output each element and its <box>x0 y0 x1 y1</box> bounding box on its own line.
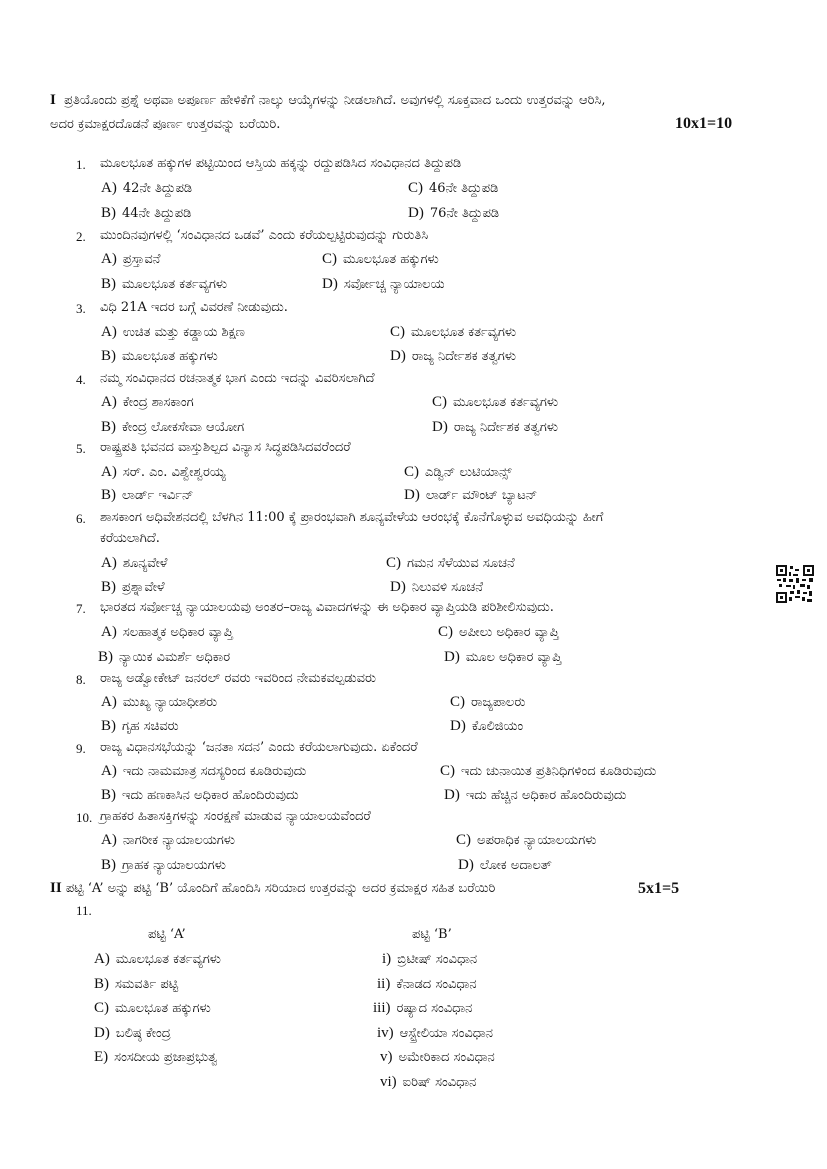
list-b-title: ಪಟ್ಟಿ ‘B’ <box>412 927 452 942</box>
question-number: 6. <box>76 511 86 526</box>
question-text: ಭಾರತದ ಸರ್ವೋಚ್ಚ ನ್ಯಾಯಾಲಯವು ಅಂತರ–ರಾಜ್ಯ ವಿವಾದಗಳನ್ನು ಈ ಅಧಿಕಾರ ವ್ಯಾಪ್ತಿಯಡಿ ಪರಿಶೀಲಿಸುವುದು. <box>100 600 554 615</box>
question-number: 9. <box>76 741 86 756</box>
question-text: ರಾಜ್ಯ ಅಡ್ವೋಕೇಟ್ ಜನರಲ್ ರವರು ಇವರಿಂದ ನೇಮಕವಲ್ಪಡುವರು <box>100 671 377 686</box>
option-c: C) ಅಪರಾಧಿಕ ನ್ಯಾಯಾಲಯಗಳು <box>456 832 597 848</box>
question-number: 7. <box>76 601 86 616</box>
question-number: 11. <box>76 903 92 918</box>
section-1-label: I <box>50 92 56 108</box>
option-c: C) ಎಡ್ವಿನ್ ಲುಟಿಯಾನ್ಸ್ <box>404 464 512 480</box>
list-b-item: ii) ಕೆನಾಡದ ಸಂವಿಧಾನ <box>377 976 477 992</box>
question-number: 5. <box>76 441 86 456</box>
option-b: B) 44ನೇ ತಿದ್ದುಪಡಿ <box>101 205 192 221</box>
option-b: B) ಮೂಲಭೂತ ಹಕ್ಕುಗಳು <box>101 348 218 364</box>
option-a: A) ಮುಖ್ಯ ನ್ಯಾಯಾಧೀಶರು <box>101 694 218 710</box>
section-2-marks: 5x1=5 <box>638 880 680 897</box>
option-c: C) ಇದು ಚುನಾಯಿತ ಪ್ರತಿನಿಧಿಗಳಿಂದ ಕೂಡಿರುವುದು <box>440 763 657 779</box>
section-1-line1: ಪ್ರತಿಯೊಂದು ಪ್ರಶ್ನೆ ಅಥವಾ ಅಪೂರ್ಣ ಹೇಳಿಕೆಗೆ ನಾಲ್ಕು ಆಯ್ಕೆಗಳನ್ನು ನೀಡಲಾಗಿದೆ. ಅವುಗಳಲ್ಲಿ ಸೂಕ್ತವಾದ ಒಂದು ಉತ್ತರವನ್ನು ಆರಿಸಿ, <box>64 93 606 108</box>
option-b: B) ಪ್ರಶ್ನಾವೇಳೆ <box>101 579 165 595</box>
option-a: A) ಪ್ರಸ್ತಾವನೆ <box>101 251 161 267</box>
option-d: D) ಲಾರ್ಡ್ ಮೌಂಟ್ ಬ್ಯಾಟನ್ <box>404 487 538 503</box>
option-c: C) ಅಪೀಲು ಅಧಿಕಾರ ವ್ಯಾಪ್ತಿ <box>438 624 559 640</box>
list-a-item: D) ಬಲಿಷ್ಠ ಕೇಂದ್ರ <box>94 1025 171 1041</box>
list-a-title: ಪಟ್ಟಿ ‘A’ <box>148 927 186 942</box>
section-1-instructions <box>50 92 605 109</box>
question-number: 1. <box>76 157 86 172</box>
list-a-item: E) ಸಂಸದೀಯ ಪ್ರಜಾಪ್ರಭುತ್ವ <box>94 1049 218 1065</box>
list-b-item: v) ಅಮೇರಿಕಾದ ಸಂವಿಧಾನ <box>380 1049 495 1065</box>
question-number: 8. <box>76 672 86 687</box>
question-text-continued: ಕರೆಯಲಾಗಿದೆ. <box>100 531 160 546</box>
option-c: C) 46ನೇ ತಿದ್ದುಪಡಿ <box>408 180 499 196</box>
list-b-item: iv) ಆಸ್ಟ್ರೇಲಿಯಾ ಸಂವಿಧಾನ <box>377 1025 493 1041</box>
question-number: 4. <box>76 372 86 387</box>
option-d: D) ಮೂಲ ಅಧಿಕಾರ ವ್ಯಾಪ್ತಿ <box>444 649 562 665</box>
question-text: ವಿಧಿ 21A ಇದರ ಬಗ್ಗೆ ವಿವರಣೆ ನೀಡುವುದು. <box>100 300 288 315</box>
question-text: ನಮ್ಮ ಸಂವಿಧಾನದ ರಚನಾತ್ಮಕ ಭಾಗ ಎಂದು ಇದನ್ನು ವಿವರಿಸಲಾಗಿದೆ <box>100 371 375 386</box>
section-1-line2: ಅದರ ಕ್ರಮಾಕ್ಷರದೊಡನೆ ಪೂರ್ಣ ಉತ್ತರವನ್ನು ಬರೆಯಿರಿ. <box>50 117 281 132</box>
option-d: D) ನಿಲುವಳಿ ಸೂಚನೆ <box>390 579 484 595</box>
option-c: C) ಮೂಲಭೂತ ಕರ್ತವ್ಯಗಳು <box>432 394 559 410</box>
qr-code-icon[interactable] <box>776 565 814 603</box>
section-2-label: II <box>50 880 62 896</box>
option-b: B) ಲಾರ್ಡ್ ಇರ್ವಿನ್ <box>101 487 194 503</box>
list-b-item: i) ಬ್ರಿಟೀಷ್ ಸಂವಿಧಾನ <box>382 951 478 967</box>
option-b: B) ಗ್ರಾಹಕ ನ್ಯಾಯಾಲಯಗಳು <box>101 857 226 873</box>
section-1-marks: 10x1=10 <box>675 115 733 132</box>
option-d: D) ಲೋಕ ಅದಾಲತ್ <box>458 857 552 873</box>
option-a: A) 42ನೇ ತಿದ್ದುಪಡಿ <box>101 180 193 196</box>
option-d: D) ಸರ್ವೋಚ್ಚ ನ್ಯಾಯಾಲಯ <box>322 276 445 292</box>
option-c: C) ಮೂಲಭೂತ ಕರ್ತವ್ಯಗಳು <box>390 324 517 340</box>
option-b: B) ಮೂಲಭೂತ ಕರ್ತವ್ಯಗಳು <box>101 276 228 292</box>
list-a-item: B) ಸಮವರ್ತಿ ಪಟ್ಟಿ <box>94 976 179 992</box>
section-2-instructions <box>50 880 495 897</box>
option-a: A) ಶೂನ್ಯವೇಳೆ <box>101 555 168 571</box>
option-a: A) ಸರ್. ಎಂ. ವಿಶ್ವೇಶ್ವರಯ್ಯ <box>101 464 226 480</box>
option-a: A) ಇದು ನಾಮಮಾತ್ರ ಸದಸ್ಯರಿಂದ ಕೂಡಿರುವುದು <box>101 763 307 779</box>
option-c: C) ಮೂಲಭೂತ ಹಕ್ಕುಗಳು <box>322 251 439 267</box>
option-b: B) ಗೃಹ ಸಚಿವರು <box>101 718 179 734</box>
list-a-item: A) ಮೂಲಭೂತ ಕರ್ತವ್ಯಗಳು <box>94 951 221 967</box>
option-d: D) ರಾಜ್ಯ ನಿರ್ದೇಶಕ ತತ್ವಗಳು <box>390 348 517 364</box>
option-a: A) ಸಲಹಾತ್ಮಕ ಅಧಿಕಾರ ವ್ಯಾಪ್ತಿ <box>101 624 233 640</box>
question-text: ರಾಷ್ಟ್ರಪತಿ ಭವನದ ವಾಸ್ತುಶಿಲ್ಪದ ವಿನ್ಯಾಸ ಸಿದ್ಧಪಡಿಸಿದವರೆಂದರೆ <box>100 440 351 455</box>
question-text: ಶಾಸಕಾಂಗ ಅಧಿವೇಶನದಲ್ಲಿ ಬೆಳಗಿನ 11:00 ಕ್ಕೆ ಪ್ರಾರಂಭವಾಗಿ ಶೂನ್ಯವೇಳೆಯ ಆರಂಭಕ್ಕೆ ಕೊನೆಗೊಳ್ಳುವ ಅವಧಿಯನ್ನು ಹೀಗೆ <box>100 510 604 525</box>
option-a: A) ನಾಗರೀಕ ನ್ಯಾಯಾಲಯಗಳು <box>101 832 235 848</box>
option-c: C) ರಾಜ್ಯಪಾಲರು <box>450 694 526 710</box>
question-text: ರಾಜ್ಯ ವಿಧಾನಸಭೆಯನ್ನು ‘ಜನತಾ ಸದನ’ ಎಂದು ಕರೆಯಲಾಗುವುದು. ಏಕೆಂದರೆ <box>100 740 418 755</box>
question-text: ಮುಂದಿನವುಗಳಲ್ಲಿ ‘ಸಂವಿಧಾನದ ಒಡವೆ’ ಎಂದು ಕರೆಯಲ್ಪಟ್ಟಿರುವುದನ್ನು ಗುರುತಿಸಿ <box>100 228 429 243</box>
list-b-item: iii) ರಷ್ಯಾದ ಸಂವಿಧಾನ <box>373 1000 473 1016</box>
option-d: D) ರಾಜ್ಯ ನಿರ್ದೇಶಕ ತತ್ವಗಳು <box>432 419 559 435</box>
option-a: A) ಕೇಂದ್ರ ಶಾಸಕಾಂಗ <box>101 394 194 410</box>
option-d: D) ಕೊಲಿಜಿಯಂ <box>450 718 524 734</box>
option-b: B) ಇದು ಹಣಕಾಸಿನ ಅಧಿಕಾರ ಹೊಂದಿರುವುದು <box>101 787 299 803</box>
option-b: B) ನ್ಯಾಯಿಕ ವಿಮರ್ಶೆ ಅಧಿಕಾರ <box>98 649 231 665</box>
question-text: ಮೂಲಭೂತ ಹಕ್ಕುಗಳ ಪಟ್ಟಿಯಿಂದ ಆಸ್ತಿಯ ಹಕ್ಕನ್ನು ರದ್ದುಪಡಿಸಿದ ಸಂವಿಧಾನದ ತಿದ್ದುಪಡಿ <box>100 156 462 171</box>
question-number: 3. <box>76 301 86 316</box>
option-b: B) ಕೇಂದ್ರ ಲೋಕಸೇವಾ ಆಯೋಗ <box>101 419 245 435</box>
list-b-item: vi) ಐರಿಷ್ ಸಂವಿಧಾನ <box>380 1074 477 1090</box>
section-2-text: ಪಟ್ಟಿ ‘A’ ಅನ್ನು ಪಟ್ಟಿ ‘B’ ಯೊಂದಿಗೆ ಹೊಂದಿಸಿ ಸರಿಯಾದ ಉತ್ತರವನ್ನು ಅದರ ಕ್ರಮಾಕ್ಷರ ಸಹಿತ ಬರೆಯಿರಿ <box>65 881 496 896</box>
option-d: D) ಇದು ಹೆಚ್ಚಿನ ಅಧಿಕಾರ ಹೊಂದಿರುವುದು <box>444 787 627 803</box>
question-number: 2. <box>76 229 86 244</box>
option-d: D) 76ನೇ ತಿದ್ದುಪಡಿ <box>408 205 500 221</box>
question-number: 10. <box>76 810 93 825</box>
question-text: ಗ್ರಾಹಕರ ಹಿತಾಸಕ್ತಿಗಳನ್ನು ಸಂರಕ್ಷಣೆ ಮಾಡುವ ನ್ಯಾಯಾಲಯವೆಂದರೆ <box>100 809 371 824</box>
list-a-item: C) ಮೂಲಭೂತ ಹಕ್ಕುಗಳು <box>94 1000 211 1016</box>
option-a: A) ಉಚಿತ ಮತ್ತು ಕಡ್ಡಾಯ ಶಿಕ್ಷಣ <box>101 324 245 340</box>
option-c: C) ಗಮನ ಸೆಳೆಯುವ ಸೂಚನೆ <box>386 555 515 571</box>
